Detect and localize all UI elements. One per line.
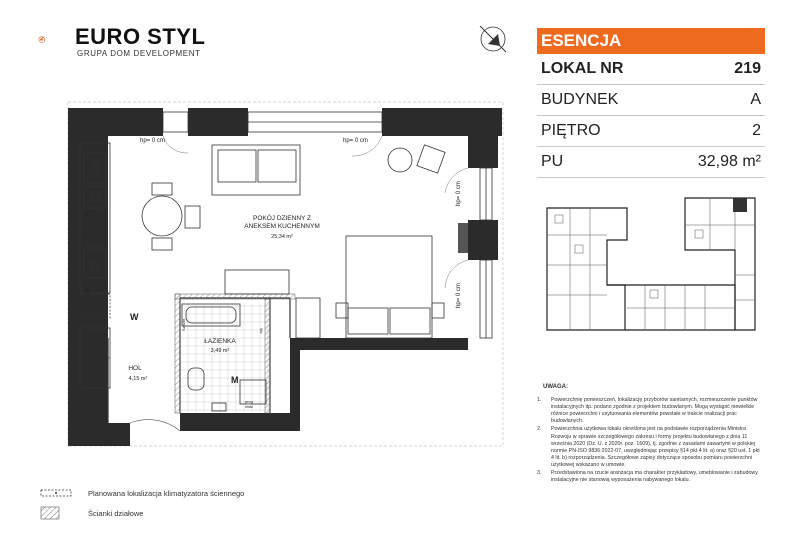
- partition-wall-hatch-icon: [40, 506, 60, 520]
- room-area: 25,34 m²: [271, 234, 293, 240]
- legend-label-ac: Planowana lokalizacja klimatyzatora ściennego: [88, 489, 245, 498]
- notes-title: UWAGA:: [543, 384, 568, 390]
- room-name: HOL: [128, 365, 142, 372]
- structural-walls: [68, 108, 502, 446]
- unit-info-panel: [537, 28, 765, 178]
- info-value: 32,98 m²: [697, 153, 761, 170]
- info-value: 219: [734, 60, 761, 77]
- hp-label: hp= 0 cm: [456, 181, 462, 206]
- info-value: 2: [752, 122, 761, 139]
- shaft-label: Szacht: [181, 318, 186, 331]
- room-name: POKÓJ DZIENNY Z: [252, 215, 312, 222]
- note-item: [537, 470, 762, 484]
- dining-set: [142, 183, 200, 250]
- info-row-unit: [537, 54, 765, 85]
- entrance-door: [130, 420, 180, 431]
- info-label: BUDYNEK: [541, 91, 619, 108]
- room-name: ANEKSEM KUCHENNYM: [244, 223, 320, 230]
- note-item: [537, 397, 762, 425]
- room-name: ŁAZIENKA: [204, 338, 236, 345]
- room-area: 4,15 m²: [128, 376, 148, 382]
- brand-name: EURO STYL: [75, 24, 206, 49]
- sofa: [212, 145, 300, 195]
- fixture-label: Wc: [259, 328, 264, 334]
- brand-subtitle: GRUPA DOM DEVELOPMENT: [77, 49, 201, 58]
- notes-section: [537, 384, 762, 485]
- kitchen-letter: Z: [85, 211, 90, 218]
- note-text: Powierzchnię pomieszczeń, lokalizację przyborów sanitarnych, rozmieszczenie punktów instalacyjnych itp. podano zgodnie z projektem budowlanym. Mogą wystąpić niewielkie różnice powierzchni i usytuowania elementów powstałe w trakcie realizacji prac budowlanych.: [551, 397, 758, 425]
- project-name: ESENCJA: [537, 28, 765, 54]
- note-text: Powierzchnia użytkowa lokalu określona jest na podstawie rozporządzenia Ministra Rozwoju w sprawie szczegółowego zakresu i formy projektu budowlanego z dnia 11 września 2020 (Dz. U. z 2020r. poz. 1609), tj. zgodnie z zasadami zawartymi w polskiej normie PN-ISO 9836:2022-07, uwzględniając przepisy §14 pkt 4 lit. a) oraz §20 ust. 1 pkt 4 lit. b) rozporządzenia. Szczegółowe zapisy dotyczące sposobu pomiaru powierzchni użytkowej wskazano w umowie.: [551, 426, 760, 468]
- dresser: [296, 298, 320, 338]
- note-text: Przedstawiona na rzucie aranżacja ma charakter przykładowy, umeblowanie i zabudowy instalacyjne nie stanowią wyposażenia nabywanego lokalu.: [551, 470, 758, 484]
- building-key-plan: [545, 190, 760, 335]
- note-number: 3.: [537, 470, 542, 477]
- legend-label-partition: Ścianki działowe: [88, 509, 144, 518]
- hp-label: hp= 0 cm: [343, 138, 368, 144]
- info-row-building: [537, 85, 765, 116]
- threshold-label: prog: [245, 399, 254, 404]
- info-value: A: [750, 91, 761, 108]
- armchair: [417, 145, 445, 173]
- wall-mark: W: [130, 312, 139, 322]
- note-item: [537, 426, 762, 469]
- wall-mark: M: [231, 375, 239, 385]
- threshold-label: niski: [245, 404, 254, 409]
- info-label: PU: [541, 153, 564, 170]
- dresser: [225, 270, 289, 294]
- info-label: LOKAL NR: [541, 60, 624, 77]
- hp-label: hp= 0 cm: [456, 283, 462, 308]
- partition-wall: [175, 294, 180, 413]
- kitchen-letter: L: [85, 233, 89, 240]
- tv: [458, 223, 468, 253]
- kitchen-letter: O: [85, 288, 91, 295]
- north-arrow-icon: [476, 22, 510, 56]
- note-number: 1.: [537, 397, 542, 404]
- hp-label: hp= 0 cm: [140, 138, 165, 144]
- euro-styl-logo: [38, 22, 74, 58]
- info-row-floor: [537, 116, 765, 147]
- note-number: 2.: [537, 426, 542, 433]
- info-label: PIĘTRO: [541, 122, 601, 139]
- bed: [336, 236, 444, 338]
- side-table: [388, 148, 412, 172]
- bathroom-floor: [180, 304, 270, 412]
- info-row-area: [537, 147, 765, 178]
- floor-plan: [60, 98, 505, 448]
- room-area: 3,49 m²: [210, 348, 230, 354]
- unit-highlight: [733, 198, 747, 212]
- ac-unit-location-icon: [40, 488, 72, 498]
- partition-wall: [175, 294, 295, 299]
